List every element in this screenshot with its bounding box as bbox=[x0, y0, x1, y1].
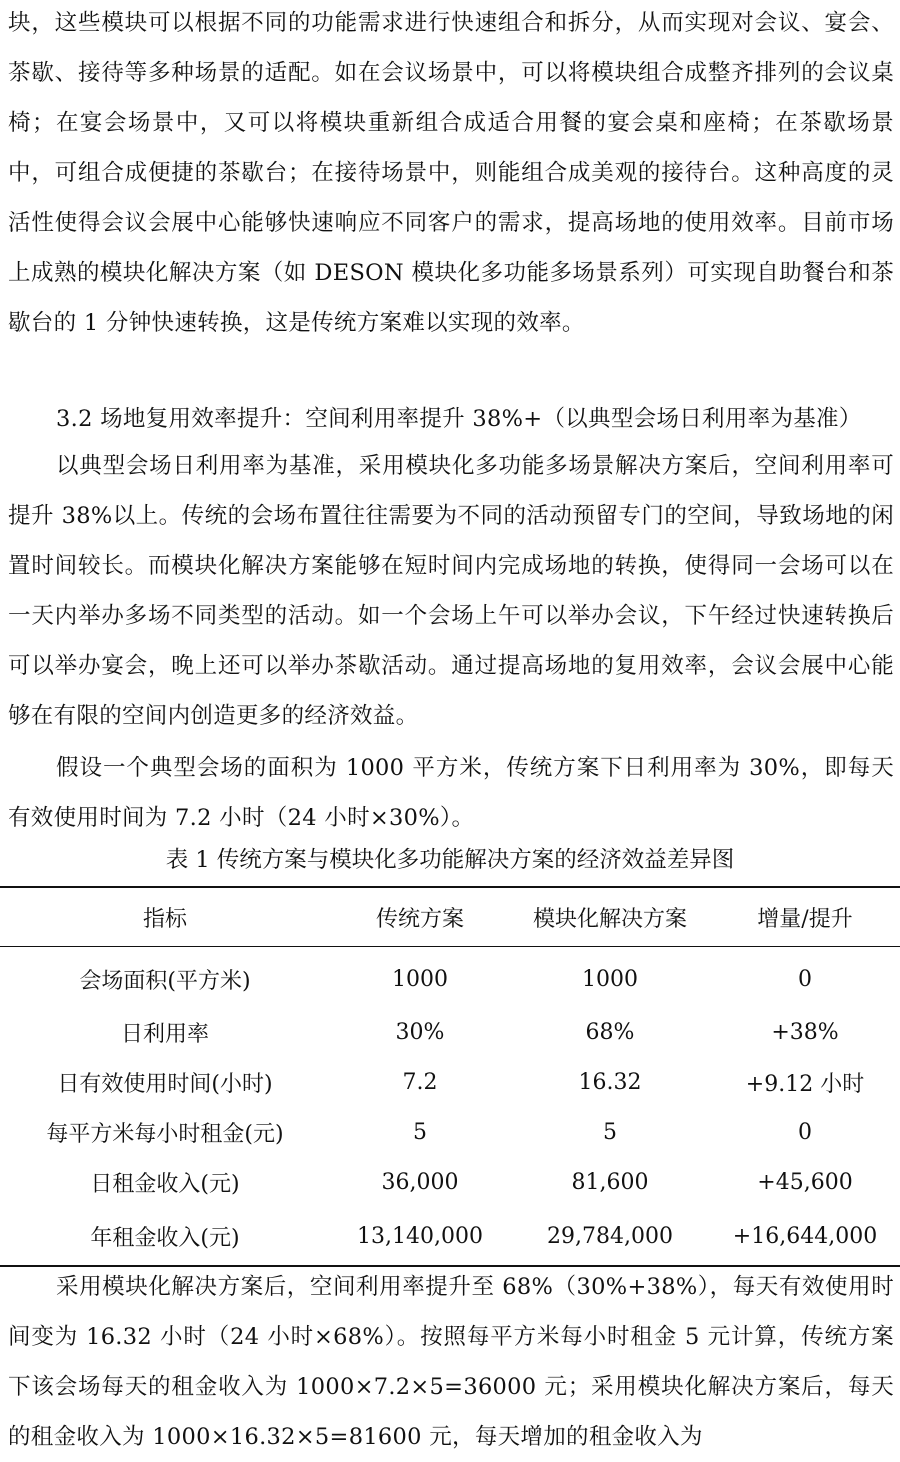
modular-value: 5 bbox=[603, 1119, 617, 1145]
table-header bbox=[0, 887, 900, 947]
modular-value: 16.32 bbox=[578, 1069, 642, 1095]
table-row bbox=[0, 947, 900, 1008]
row-label: 日有效使用时间(小时) bbox=[57, 1071, 273, 1097]
increment-value: 0 bbox=[798, 966, 812, 992]
table-row bbox=[0, 1157, 900, 1207]
traditional-value: 13,140,000 bbox=[357, 1223, 483, 1249]
header-increment: 增量/提升 bbox=[710, 887, 900, 947]
row-label: 会场面积(平方米) bbox=[79, 968, 251, 994]
table-row bbox=[0, 1107, 900, 1157]
increment-value: +38% bbox=[771, 1019, 839, 1045]
body-paragraph-4: 采用模块化解决方案后，空间利用率提升至 68%（30%+38%），每天有效使用时间变为 16.32 小时（24 小时×68%）。按照每平方米每小时租金 5 元计算，传统方案下该会场每天的租金收入为 1000×7.2×5=36000 元；采用模块化解决方案后，每天的租金收入为 1000×16.32×5=81600 元，每天增加的租金收入为 bbox=[8, 1274, 894, 1450]
table-body bbox=[0, 947, 900, 1267]
table-row bbox=[0, 1007, 900, 1057]
traditional-value: 5 bbox=[413, 1119, 427, 1145]
table-header-row bbox=[0, 887, 900, 947]
traditional-value: 1000 bbox=[392, 966, 448, 992]
table-row bbox=[0, 1207, 900, 1266]
row-label: 日租金收入(元) bbox=[90, 1171, 240, 1197]
table-caption: 表 1 传统方案与模块化多功能解决方案的经济效益差异图 bbox=[165, 847, 735, 873]
row-label: 日利用率 bbox=[120, 1021, 209, 1047]
body-paragraph-1: 块，这些模块可以根据不同的功能需求进行快速组合和拆分，从而实现对会议、宴会、茶歇、接待等多种场景的适配。如在会议场景中，可以将模块组合成整齐排列的会议桌椅；在宴会场景中，又可以将模块重新组合成适合用餐的宴会桌和座椅；在茶歇场景中，可组合成便捷的茶歇台；在接待场景中，则能组合成美观的接待台。这种高度的灵活性使得会议会展中心能够快速响应不同客户的需求，提高场地的使用效率。目前市场上成熟的模块化解决方案（如 DESON 模块化多功能多场景系列）可实现自助餐台和茶歇台的 1 分钟快速转换，这是传统方案难以实现的效率。 bbox=[8, 10, 894, 336]
row-label: 每平方米每小时租金(元) bbox=[46, 1121, 284, 1147]
modular-value: 1000 bbox=[582, 966, 638, 992]
body-paragraph-2: 以典型会场日利用率为基准，采用模块化多功能多场景解决方案后，空间利用率可提升 38%以上。传统的会场布置往往需要为不同的活动预留专门的空间，导致场地的闲置时间较长。而模块化解决方案能够在短时间内完成场地的转换，使得同一会场可以在一天内举办多场不同类型的活动。如一个会场上午可以举办会议，下午经过快速转换后可以举办宴会，晚上还可以举办茶歇活动。通过提高场地的复用效率，会议会展中心能够在有限的空间内创造更多的经济效益。 bbox=[8, 453, 894, 729]
modular-value: 29,784,000 bbox=[547, 1223, 673, 1249]
economic-benefit-table bbox=[0, 886, 900, 1267]
row-label: 年租金收入(元) bbox=[90, 1225, 240, 1251]
increment-value: +45,600 bbox=[757, 1169, 853, 1195]
increment-value: +16,644,000 bbox=[732, 1223, 878, 1249]
modular-value: 81,600 bbox=[571, 1169, 649, 1195]
increment-value: +9.12 小时 bbox=[745, 1071, 865, 1097]
header-modular: 模块化解决方案 bbox=[510, 887, 710, 947]
body-paragraph-3: 假设一个典型会场的面积为 1000 平方米，传统方案下日利用率为 30%，即每天有效使用时间为 7.2 小时（24 小时×30%）。 bbox=[8, 755, 894, 831]
traditional-value: 36,000 bbox=[381, 1169, 459, 1195]
header-traditional: 传统方案 bbox=[330, 887, 510, 947]
header-indicator: 指标 bbox=[0, 887, 330, 947]
table-row bbox=[0, 1057, 900, 1107]
modular-value: 68% bbox=[585, 1019, 635, 1045]
traditional-value: 7.2 bbox=[402, 1069, 438, 1095]
increment-value: 0 bbox=[798, 1119, 812, 1145]
section-heading-3-2: 3.2 场地复用效率提升：空间利用率提升 38%+（以典型会场日利用率为基准） bbox=[56, 406, 862, 432]
traditional-value: 30% bbox=[395, 1019, 445, 1045]
